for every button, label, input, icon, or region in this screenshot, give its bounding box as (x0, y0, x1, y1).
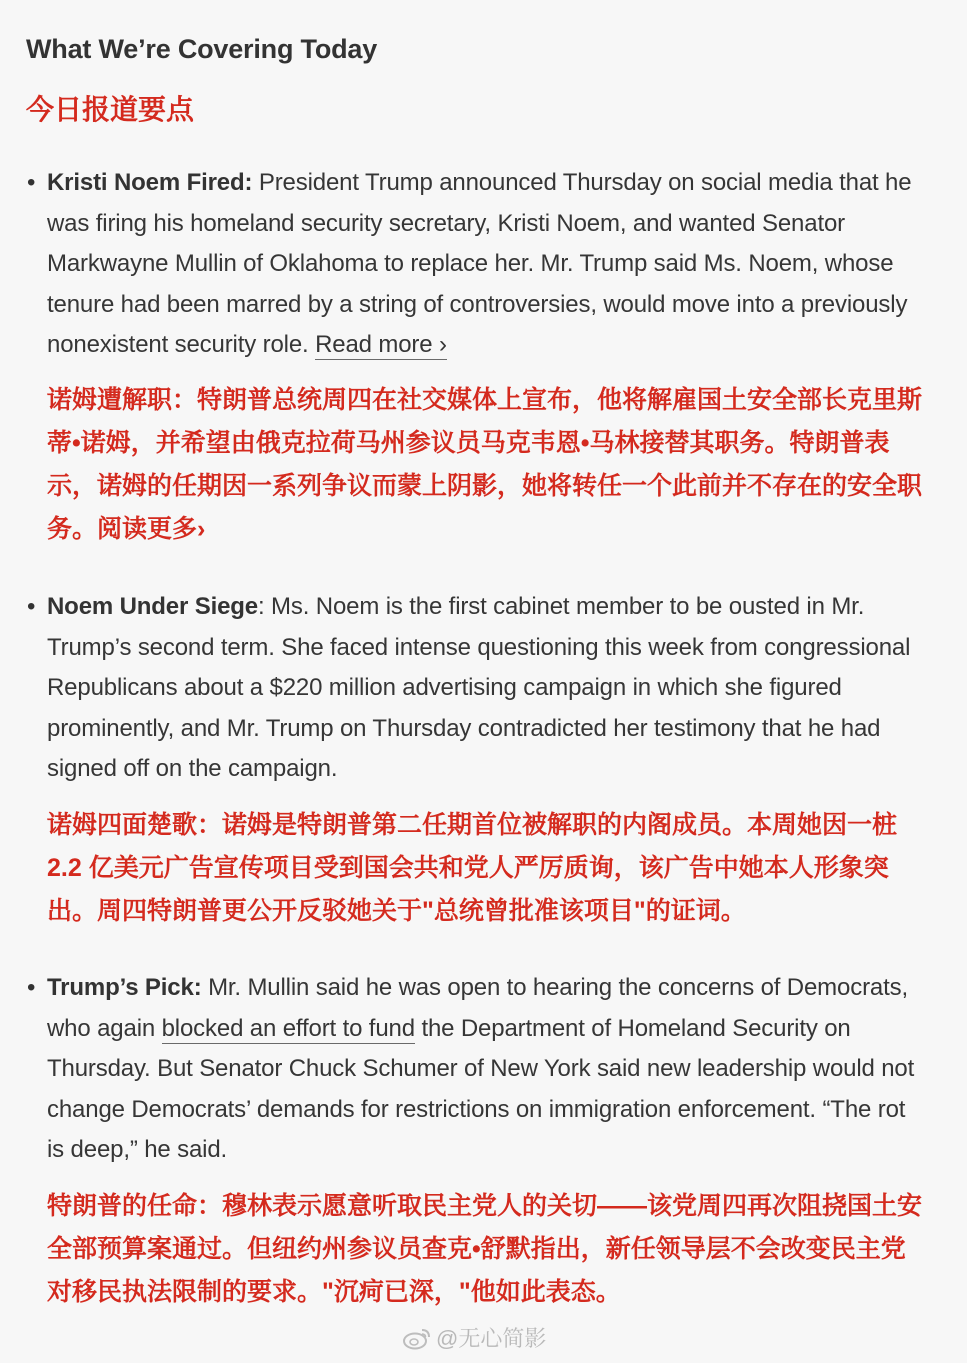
item-body: : Ms. Noem is the first cabinet member to be ousted in Mr. Trump’s second term. She faced intense questioning this week from congressional Republicans about a $220 million advertising campaign in which she figured prominently, and Mr. Trump on Thursday contradicted her testimony that he had signed off on the campaign. (47, 593, 911, 782)
item-chinese-translation: 特朗普的任命：穆林表示愿意听取民主党人的关切——该党周四再次阻挠国土安全部预算案通过。但纽约州参议员查克•舒默指出，新任领导层不会改变民主党对移民执法限制的要求。"沉疴已深，"他如此表态。 (47, 1192, 923, 1306)
item-lead: Kristi Noem Fired: (47, 169, 253, 196)
section-title-chinese: 今日报道要点 (26, 94, 195, 125)
section-title-english: What We’re Covering Today (26, 34, 378, 64)
weibo-icon (402, 1326, 432, 1350)
item-lead: Noem Under Siege (47, 593, 258, 620)
item-english-text (47, 968, 915, 1171)
item-body: President Trump announced Thursday on social media that he was firing his homeland security secretary, Kristi Noem, and wanted Senator Markwayne Mullin of Oklahoma to replace her. Mr. Trump said Ms. Noem, whose tenure had been marred by a string of controversies, would move into a previously nonexistent security role. (47, 169, 912, 358)
item-english-text (47, 587, 915, 790)
item-english-text (47, 163, 915, 366)
bullet-marker: • (27, 593, 36, 620)
bullet-marker: • (27, 169, 36, 196)
item-chinese-translation: 诺姆遭解职：特朗普总统周四在社交媒体上宣布，他将解雇国土安全部长克里斯蒂•诺姆，并希望由俄克拉荷马州参议员马克韦恩•马林接替其职务。特朗普表示，诺姆的任期因一系列争议而蒙上阴影，她将转任一个此前并不存在的安全职务。阅读更多› (47, 386, 923, 543)
read-more-link[interactable]: Read more › (315, 331, 447, 358)
watermark (402, 1322, 546, 1353)
bullet-marker: • (27, 974, 36, 1001)
item-body-before-link: Mr. Mullin said he was open to hearing the concerns of Democrats, who again (47, 974, 909, 1042)
blocked-funding-link[interactable]: blocked an effort to fund (161, 1014, 415, 1042)
item-body-after-link: the Department of Homeland Security on Thursday. But Senator Chuck Schumer of New York said new leadership would not change Democrats’ demands for restrictions on immigration enforcement. “The rot is deep,” he said. (47, 1014, 915, 1163)
watermark-text: @无心简影 (436, 1326, 547, 1351)
item-lead: Trump’s Pick: (47, 974, 202, 1001)
item-chinese-translation: 诺姆四面楚歌：诺姆是特朗普第二任期首位被解职的内阁成员。本周她因一桩 2.2 亿美元广告宣传项目受到国会共和党人严厉质询，该广告中她本人形象突出。周四特朗普更公开反驳她关于"总统曾批准该项目"的证词。 (47, 811, 898, 925)
